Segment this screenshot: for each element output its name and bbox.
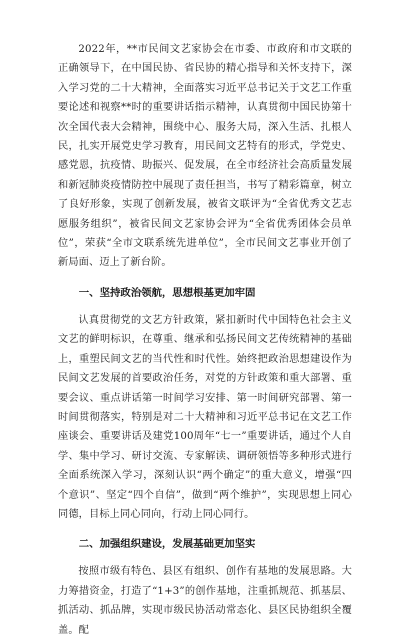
intro-paragraph: 2022年，**市民间文艺家协会在市委、市政府和市文联的正确领导下，在中国民协、省民协的精心指导和关怀支持下，深入学习党的二十大精神，全面落实习近平总书记关于文艺工作重要论述和视察**时的重要讲话指示精神，认真贯彻中国民协第十次全国代表大会精神，围绕中心、服务大局，深入生活、扎根人民，扎实开展党史学习教育，用民间文艺特有的形式，学党史、感党恩，抗疫情、助振兴、促发展，在全市经济社会高质量发展和新冠肺炎疫情防控中展现了责任担当，书写了精彩篇章，树立了良好形象，实现了创新发展，被省文联评为“全省优秀文艺志愿服务组织”，被省民间文艺家协会评为“全省优秀团体会员单位”，荣获“全市文联系统先进单位”，全市民间文艺事业开创了新局面、迈上了新台阶。 xyxy=(58,44,352,269)
section-heading-2: 二、加强组织建设，发展基础更加坚实 xyxy=(78,538,256,551)
section-1-paragraph: 认真贯彻党的文艺方针政策，紧扣新时代中国特色社会主义文艺的鲜明标识，在尊重、继承和弘扬民间文艺传统精神的基础上，重塑民间文艺的当代性和时代性。始终把政治思想建设作为民间文艺发展的首要政治任务，对党的方针政策和重大部署、重要会议、重点讲话第一时间学习安排、第一时间研究部署、第一时间贯彻落实，特别是对二十大精神和习近平总书记在文艺工作座谈会、重要讲话及建党100周年“七一”重要讲话，通过个人自学、集中学习、研讨交流、专家解读、调研领悟等多种形式进行全面系统深入学习，深刻认识“两个确定”的重大意义，增强“四个意识”、坚定“四个自信”，做到“两个维护”，实现思想上同心同德，目标上同心同向，行动上同心同行。 xyxy=(58,314,352,520)
section-2-paragraph: 按照市级有特色、县区有组织、创作有基地的发展思路。大力筹措资金，打造了“1+3”的创作基地，注重抓规范、抓基层、抓活动、抓品牌，实现市级民协活动常态化、县区民协组织全覆盖。配 xyxy=(58,566,352,636)
section-heading-1: 一、坚持政治领航，思想根基更加牢固 xyxy=(78,286,256,299)
